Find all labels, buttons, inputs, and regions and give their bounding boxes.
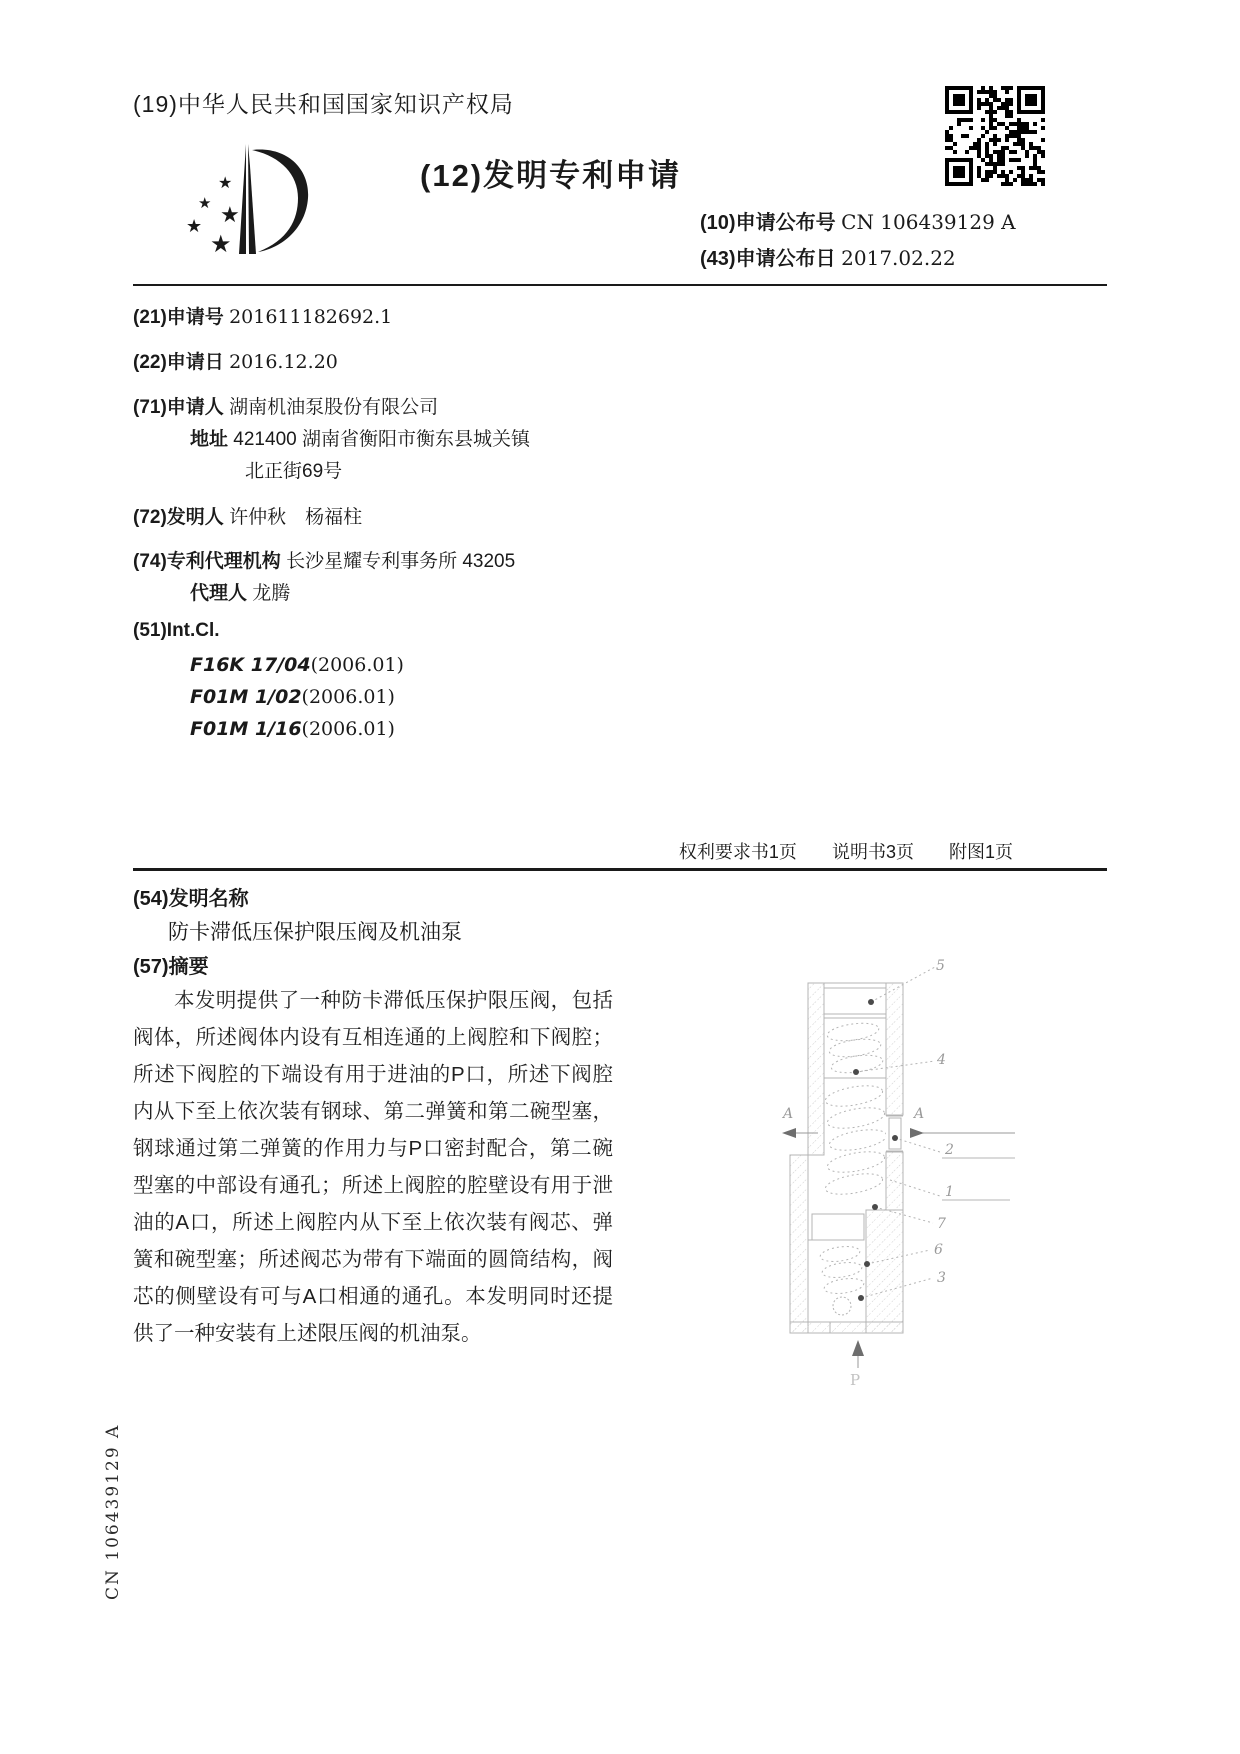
section-label-left: A — [783, 1106, 794, 1122]
inlet-arrow — [852, 1340, 864, 1356]
ipc-code: F01M 1/02 — [190, 686, 302, 708]
inventor-label: (72)发明人 — [133, 507, 224, 528]
ipc-code-row — [190, 718, 395, 741]
cnipa-logo-graphic — [170, 136, 322, 260]
port-label-p: P — [850, 1371, 861, 1389]
address-row-2 — [245, 456, 342, 483]
address-label: 地址 — [190, 429, 229, 450]
publication-date-label: (43)申请公布日 — [700, 248, 836, 270]
section-arrow-left — [782, 1128, 796, 1138]
patent-office-name: (19)中华人民共和国国家知识产权局 — [133, 91, 514, 117]
section-label-right: A — [914, 1106, 925, 1122]
abstract-label: (57)摘要 — [133, 956, 209, 978]
publication-number-value: CN 106439129 A — [841, 210, 1016, 234]
inventor-value: 许仲秋 杨福柱 — [229, 507, 363, 528]
document-type-title: (12)发明专利申请 — [420, 158, 682, 193]
ipc-version: (2006.01) — [310, 654, 404, 676]
agent-row — [190, 578, 290, 605]
section-arrow-right — [910, 1128, 924, 1138]
callout-1: 1 — [945, 1184, 954, 1200]
ipc-code-row — [190, 686, 395, 709]
address-line1: 421400 湖南省衡阳市衡东县城关镇 — [233, 429, 530, 450]
qr-code — [945, 86, 1045, 191]
agency-value: 长沙星耀专利事务所 43205 — [286, 551, 516, 572]
agent-value: 龙腾 — [252, 583, 291, 604]
description-pages: 说明书3页 — [831, 842, 914, 862]
applicant-value: 湖南机油泵股份有限公司 — [229, 397, 439, 418]
valve-drawing — [690, 850, 1020, 1410]
invention-title-label: (54)发明名称 — [133, 888, 249, 910]
claims-pages: 权利要求书1页 — [678, 842, 797, 862]
address-line2: 北正街69号 — [245, 461, 343, 482]
intcl-label: (51)Int.Cl. — [133, 620, 220, 641]
application-date-row — [133, 347, 338, 374]
ipc-code: F16K 17/04 — [190, 654, 311, 676]
abstract-text: 本发明提供了一种防卡滞低压保护限压阀，包括阀体，所述阀体内设有互相连通的上阀腔和下阀腔；所述下阀腔的下端设有用于进油的P口，所述下阀腔内从下至上依次装有钢球、第二弹簧和第二碗型塞，钢球通过第二弹簧的作用力与P口密封配合，第二碗型塞的中部设有通孔；所述上阀腔的腔壁设有用于泄油的A口，所述上阀腔内从下至上依次装有阀芯、弹簧和碗型塞；所述阀芯为带有下端面的圆筒结构，阀芯的侧壁设有可与A口相通的通孔。本发明同时还提供了一种安装有上述限压阀的机油泵。 — [133, 989, 613, 1345]
application-number-label: (21)申请号 — [133, 307, 224, 328]
svg-text:★: ★ — [186, 216, 203, 236]
ipc-code: F01M 1/16 — [190, 718, 302, 740]
callout-3: 3 — [937, 1270, 946, 1286]
application-number-row — [133, 302, 392, 329]
applicant-label: (71)申请人 — [133, 397, 224, 418]
svg-text:★: ★ — [220, 202, 240, 227]
invention-title: 防卡滞低压保护限压阀及机油泵 — [168, 921, 462, 944]
callout-5: 5 — [936, 958, 945, 974]
inventor-row — [133, 502, 362, 529]
callout-2: 2 — [945, 1142, 954, 1158]
drawings-pages: 附图1页 — [948, 842, 1013, 862]
agency-label: (74)专利代理机构 — [133, 551, 281, 572]
publication-number-label: (10)申请公布号 — [700, 212, 836, 234]
svg-text:★: ★ — [198, 195, 212, 212]
callout-7: 7 — [937, 1216, 946, 1232]
ipc-version: (2006.01) — [301, 686, 395, 708]
header-divider — [133, 284, 1107, 286]
agent-label: 代理人 — [190, 583, 248, 604]
intcl-row — [133, 620, 220, 642]
svg-text:★: ★ — [210, 231, 232, 258]
address-row — [190, 424, 530, 451]
cnipa-logo — [170, 136, 322, 265]
patent-figure — [690, 850, 1020, 1415]
application-number-value: 201611182692.1 — [229, 306, 393, 328]
applicant-row — [133, 392, 438, 419]
callout-6: 6 — [934, 1242, 943, 1258]
ipc-version: (2006.01) — [301, 718, 395, 740]
callout-4: 4 — [937, 1052, 946, 1068]
publication-number-row — [700, 206, 1016, 235]
qr-code-graphic — [945, 86, 1045, 186]
agency-row — [133, 546, 515, 573]
sidebar-publication-number: CN 106439129 A — [103, 1423, 123, 1600]
application-date-value: 2016.12.20 — [229, 351, 338, 373]
ipc-code-row — [190, 654, 404, 677]
application-date-label: (22)申请日 — [133, 352, 224, 373]
publication-date-row — [700, 242, 956, 271]
publication-date-value: 2017.02.22 — [841, 246, 956, 270]
svg-text:★: ★ — [218, 175, 233, 192]
